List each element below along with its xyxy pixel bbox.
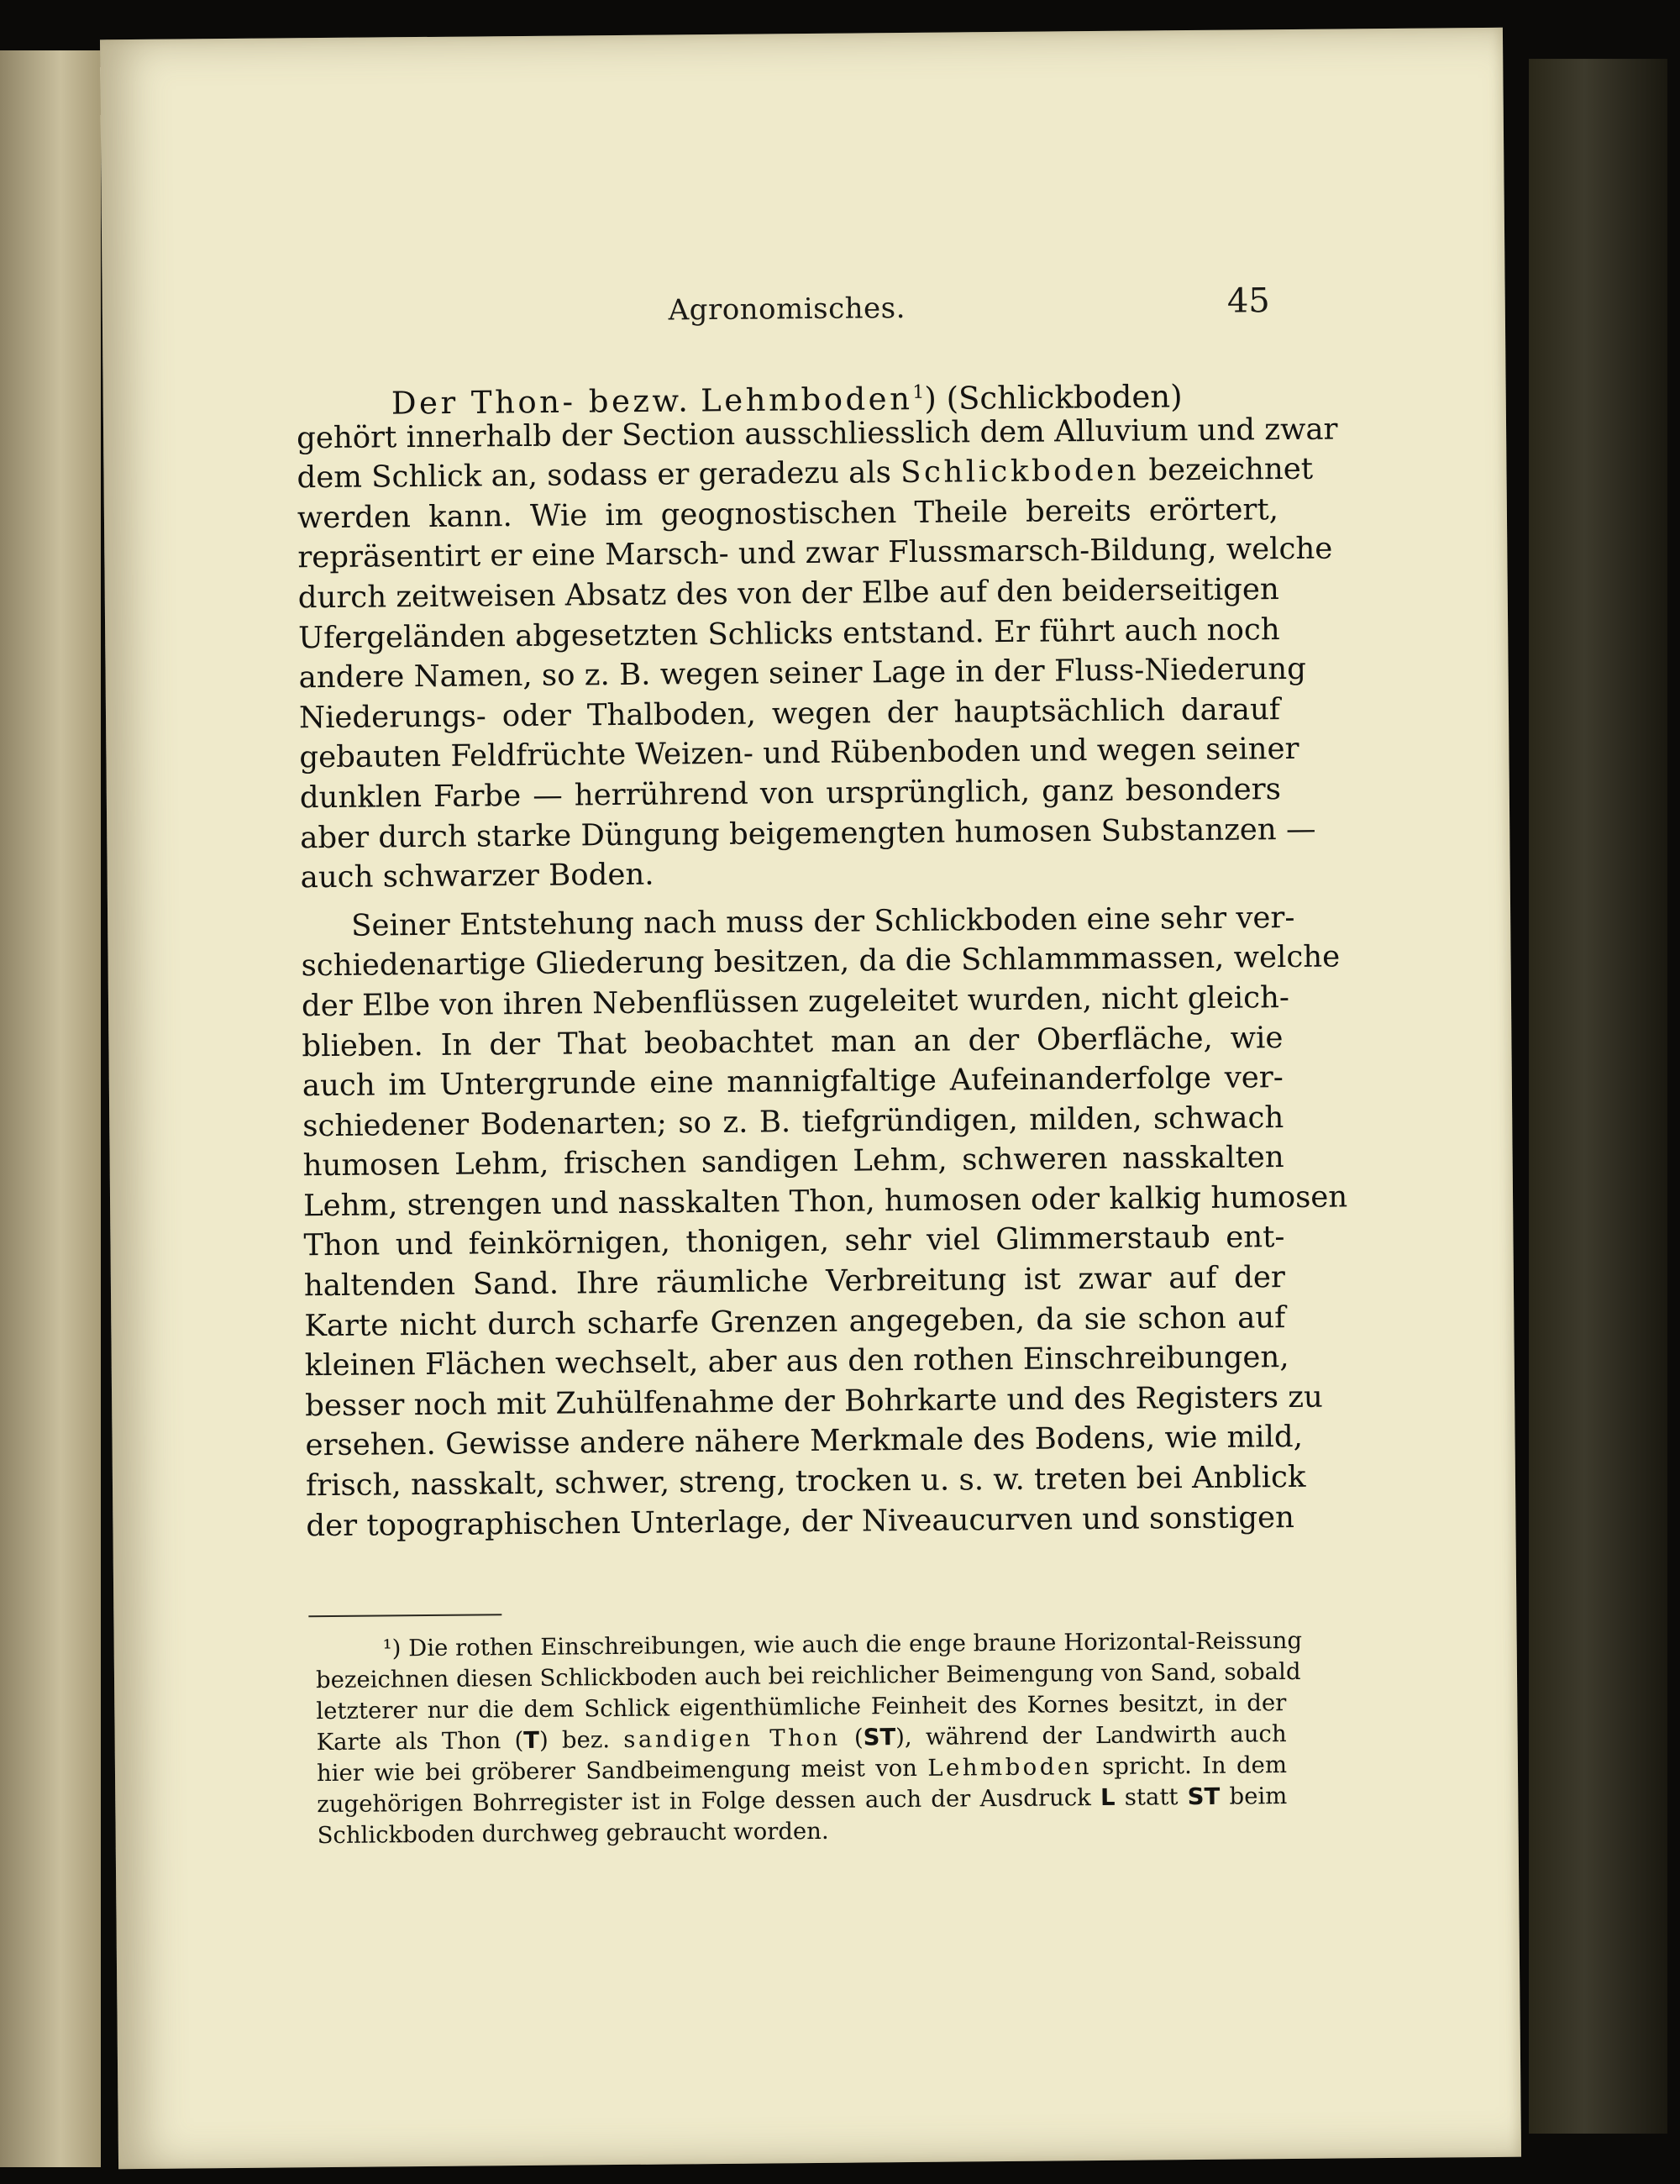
text-part: dem Schlick an, sodass er geradezu als xyxy=(297,455,892,496)
text-line: gehört innerhalb der Section ausschliesslich dem Alluvium und zwar xyxy=(296,412,1338,455)
text-line: humosen Lehm, frischen sandigen Lehm, schweren nasskalten xyxy=(302,1140,1284,1184)
text-line: Ufergeländen abgesetzten Schlicks entstand. Er führt auch noch xyxy=(298,612,1280,655)
footnote-part: Karte als Thon ( xyxy=(316,1727,524,1756)
text-line: aber durch starke Düngung beigemengten humosen Substanzen — xyxy=(300,811,1316,855)
text-line: besser noch mit Zuhülfenahme der Bohrkarte und des Registers zu xyxy=(304,1379,1323,1424)
map-symbol: ST xyxy=(1187,1782,1221,1811)
footnote-part: ), während der Landwirth auch xyxy=(895,1720,1287,1751)
text-line: schiedenartige Gliederung besitzen, da die Schlammmassen, welche xyxy=(301,939,1341,984)
book-cover-edge xyxy=(1529,59,1667,2134)
text-line: repräsentirt er eine Marsch- und zwar Flussmarsch-Bildung, welche xyxy=(297,531,1333,575)
map-symbol: L xyxy=(1100,1783,1116,1812)
footnote-line: Schlickboden durchweg gebraucht worden. xyxy=(317,1817,829,1850)
footnote-part: ) bez. xyxy=(538,1726,611,1754)
footnote-line: ¹) Die rothen Einschreibungen, wie auch die enge braune Horizontal-Reissung xyxy=(382,1626,1303,1662)
footnote-part: zugehörigen Bohrregister ist in Folge dessen auch der Ausdruck xyxy=(317,1784,1091,1819)
text-line: ersehen. Gewisse andere nähere Merkmale des Bodens, wie mild, xyxy=(305,1420,1304,1463)
text-line: Seiner Entstehung nach muss der Schlickboden eine sehr ver- xyxy=(351,900,1295,943)
footnote xyxy=(315,1625,1303,1851)
footnote-line: letzterer nur die dem Schlick eigenthümliche Feinheit des Kornes besitzt, in der xyxy=(316,1689,1287,1725)
running-head xyxy=(304,281,1270,340)
footnote-part: Lehmboden xyxy=(927,1753,1093,1782)
footnote-part: statt xyxy=(1124,1783,1179,1811)
footnote-rule xyxy=(308,1614,501,1617)
footnote-part: sandigen Thon xyxy=(623,1724,841,1753)
heading-part: Der Thon- bezw. xyxy=(391,382,691,422)
text-line: frisch, nasskalt, schwer, streng, trocken u. s. w. treten bei Anblick xyxy=(305,1459,1306,1504)
text-line: auch im Untergrunde eine mannigfaltige Aufeinanderfolge ver- xyxy=(302,1060,1284,1104)
text-line: Niederungs- oder Thalboden, wegen der hauptsächlich darauf xyxy=(298,691,1281,736)
footnote-part: ( xyxy=(853,1724,864,1751)
text-line: werden kann. Wie im geognostischen Theile bereits erörtert, xyxy=(297,491,1279,536)
text-line: kleinen Flächen wechselt, aber aus den rothen Einschreibungen, xyxy=(304,1340,1289,1383)
text-line: auch schwarzer Boden. xyxy=(300,857,654,895)
book-page xyxy=(100,28,1521,2169)
text-part: bezeichnet xyxy=(1148,451,1314,488)
text-line: Thon und feinkörnigen, thonigen, sehr viel Glimmerstaub ent- xyxy=(303,1220,1285,1263)
text-line: dunklen Farbe — herrührend von ursprünglich, ganz besonders xyxy=(299,772,1281,816)
footnote-part: hier wie bei gröberer Sandbeimengung meist von xyxy=(316,1754,918,1788)
text-part: Schlickboden xyxy=(900,453,1140,491)
text-line: der Elbe von ihren Nebenflüssen zugeleitet wurden, nicht gleich- xyxy=(301,979,1290,1024)
footnote-part: spricht. In dem xyxy=(1102,1751,1288,1780)
text-line: der topographischen Unterlage, der Niveaucurven und sonstigen xyxy=(306,1499,1295,1543)
text-line: schiedener Bodenarten; so z. B. tiefgründigen, milden, schwach xyxy=(302,1100,1284,1143)
text-line: Karte nicht durch scharfe Grenzen angegeben, da sie schon auf xyxy=(304,1299,1286,1343)
text-line: durch zeitweisen Absatz des von der Elbe auf den beiderseitigen xyxy=(297,572,1279,616)
text-line: haltenden Sand. Ihre räumliche Verbreitung ist zwar auf der xyxy=(303,1260,1286,1304)
text-line: gebauten Feldfrüchte Weizen- und Rübenboden und wegen seiner xyxy=(299,732,1299,775)
previous-page-edge xyxy=(0,50,101,2167)
body-text xyxy=(296,370,1348,1546)
text-line: blieben. In der That beobachtet man an der Oberfläche, wie xyxy=(302,1020,1284,1063)
heading-part: Lehmboden xyxy=(700,381,913,419)
footnote-marker: 1 xyxy=(912,381,925,403)
text-line: Lehm, strengen und nasskalten Thon, humosen oder kalkig humosen xyxy=(302,1179,1348,1224)
footnote-part: beim xyxy=(1229,1782,1288,1810)
footnote-line: bezeichnen diesen Schlickboden auch bei reichlicher Beimengung von Sand, sobald xyxy=(315,1657,1301,1694)
map-symbol: ST xyxy=(863,1724,896,1751)
running-title: Agronomisches. xyxy=(668,291,906,328)
text-line: andere Namen, so z. B. wegen seiner Lage in der Fluss-Niederung xyxy=(298,651,1307,696)
page-number: 45 xyxy=(1226,281,1270,321)
heading-part: ) (Schlickboden) xyxy=(924,378,1183,417)
map-symbol: T xyxy=(523,1726,540,1755)
